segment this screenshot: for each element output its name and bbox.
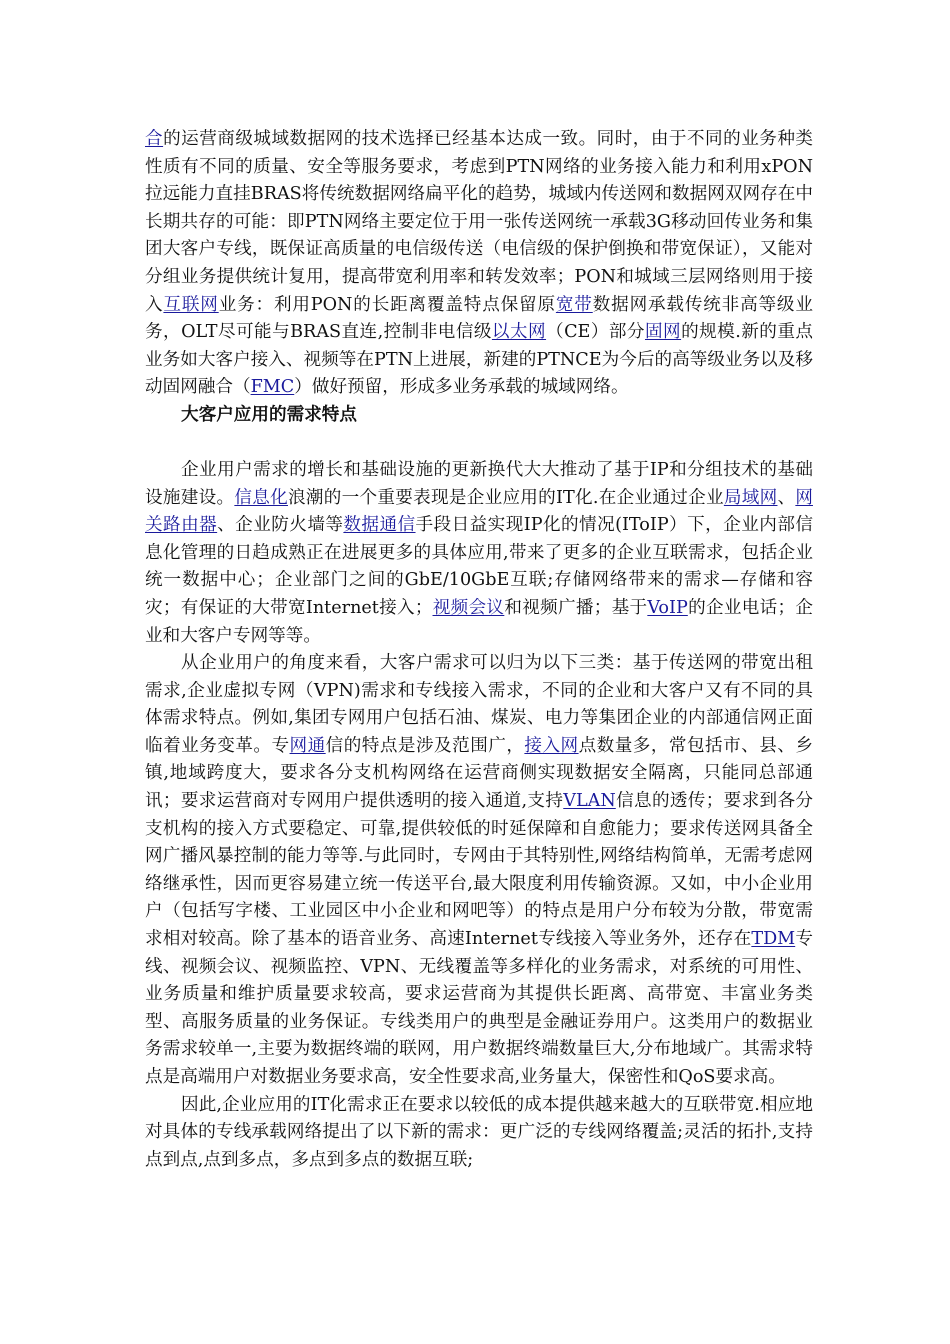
- inline-link[interactable]: 视频会议: [432, 597, 505, 618]
- text-run: 信的特点是涉及范围广，: [325, 735, 525, 756]
- text-run: 的规模.新的重点业务如大客户接入、视频等在PTN上进展，新建的PTNCE为今后的高等级业务以及移动固网融合（: [145, 322, 813, 398]
- text-run: （CE）部分: [546, 322, 645, 343]
- text-run: 的企业电话；企业和大客户专网等等。: [145, 597, 813, 646]
- document-body: [145, 126, 813, 1174]
- text-run: 、企业防火墙等: [217, 515, 344, 536]
- body-paragraph: [145, 126, 813, 402]
- text-run: 、: [777, 487, 796, 508]
- inline-link[interactable]: 固网: [644, 322, 682, 343]
- inline-link[interactable]: 合: [145, 129, 164, 149]
- inline-link[interactable]: 互联网: [163, 294, 219, 315]
- section-heading: 大客户应用的需求特点: [181, 404, 357, 425]
- text-run: 企业用户需求的增长和基础设施的更新换代大大推动了基于IP和分组技术的基础设施建设。: [145, 459, 813, 508]
- text-run: 专线、视频会议、视频监控、VPN、无线覆盖等多样化的业务需求，对系统的可用性、业务质量和维护质量要求较高，要求运营商为其提供长距离、高带宽、丰富业务类型、高服务质量的业务保证。专线类用户的典型是金融证券用户。这类用户的数据业务需求较单一,主要为数据终端的联网，用户数据终端数量巨大,分布地域广。其需求特点是高端用户对数据业务要求高，安全性要求高,业务量大，保密性和QoS要求高。: [145, 929, 813, 1087]
- body-paragraph: [145, 1092, 813, 1175]
- text-run: 的运营商级城域数据网的技术选择已经基本达成一致。同时，由于不同的业务种类性质有不同的质量、安全等服务要求，考虑到PTN网络的业务接入能力和利用xPON拉远能力直挂BRAS将传统数据网络扁平化的趋势，城域内传送网和数据网双网存在中长期共存的可能：即PTN网络主要定位于用一张传送网统一承载3G移动回传业务和集团大客户专线，既保证高质量的电信级传送（电信级的保护倒换和带宽保证），又能对分组业务提供统计复用，提高带宽利用率和转发效率；PON和城域三层网络则用于接入: [145, 129, 813, 315]
- text-run: 和视频广播；基于: [504, 597, 648, 618]
- text-run: 信息的透传；要求到各分支机构的接入方式要稳定、可靠,提供较低的时延保障和自愈能力；要求传送网具备全网广播风暴控制的能力等等.与此同时，专网由于其特别性,网络结构简单，无需考虑网络继承性，因而更容易建立统一传送平台,最大限度利用传输资源。又如，中小企业用户（包括写字楼、工业园区中小企业和网吧等）的特点是用户分布较为分散，带宽需求相对较高。除了基本的语音业务、高速Internet专线接入等业务外，还存在: [145, 791, 813, 950]
- text-run: 数据网承载传统非高等级业务，OLT尽可能与BRAS直连,控制非电信级: [145, 294, 813, 343]
- inline-link[interactable]: 宽带: [555, 294, 593, 315]
- inline-link[interactable]: 局域网: [723, 487, 778, 508]
- inline-link[interactable]: 数据通信: [343, 515, 416, 536]
- inline-link[interactable]: VoIP: [647, 597, 688, 618]
- inline-link[interactable]: 网通: [289, 735, 326, 756]
- inline-link[interactable]: TDM: [751, 929, 796, 950]
- body-paragraph: [145, 650, 813, 1092]
- text-run: ）做好预留，形成多业务承载的城域网络。: [294, 377, 629, 398]
- inline-link[interactable]: 以太网: [491, 322, 547, 343]
- inline-link[interactable]: 接入网: [524, 735, 579, 756]
- inline-link[interactable]: 网关路由器: [145, 487, 813, 536]
- inline-link[interactable]: VLAN: [563, 791, 616, 812]
- text-run: 业务：利用PON的长距离覆盖特点保留原: [218, 294, 556, 315]
- text-run: 点数量多，常包括市、县、乡镇,地域跨度大，要求各分支机构网络在运营商侧实现数据安全隔离，只能同总部通讯；要求运营商对专网用户提供透明的接入通道,支持: [145, 735, 813, 812]
- text-run: 因此,企业应用的IT化需求正在要求以较低的成本提供越来越大的互联带宽.相应地对具体的专线承载网络提出了以下新的需求：更广泛的专线网络覆盖;灵活的拓扑,支持点到点,点到多点，多点到多点的数据互联;: [145, 1094, 813, 1170]
- text-run: 浪潮的一个重要表现是企业应用的IT化.在企业通过企业: [287, 487, 724, 508]
- inline-link[interactable]: FMC: [250, 377, 295, 398]
- body-paragraph: [145, 457, 813, 650]
- text-run: 手段日益实现IP化的情况(IToIP）下，企业内部信息化管理的日趋成熟正在进展更多的具体应用,带来了更多的企业互联需求，包括企业统一数据中心；企业部门之间的GbE/10GbE互联;存储网络带来的需求—存储和容灾；有保证的大带宽Internet接入；: [145, 515, 813, 618]
- text-run: 从企业用户的角度来看，大客户需求可以归为以下三类：基于传送网的带宽出租需求,企业虚拟专网（VPN)需求和专线接入需求，不同的企业和大客户又有不同的具体需求特点。例如,集团专网用户包括石油、煤炭、电力等集团企业的内部通信网正面临着业务变革。专: [145, 653, 813, 756]
- inline-link[interactable]: 信息化: [234, 487, 288, 508]
